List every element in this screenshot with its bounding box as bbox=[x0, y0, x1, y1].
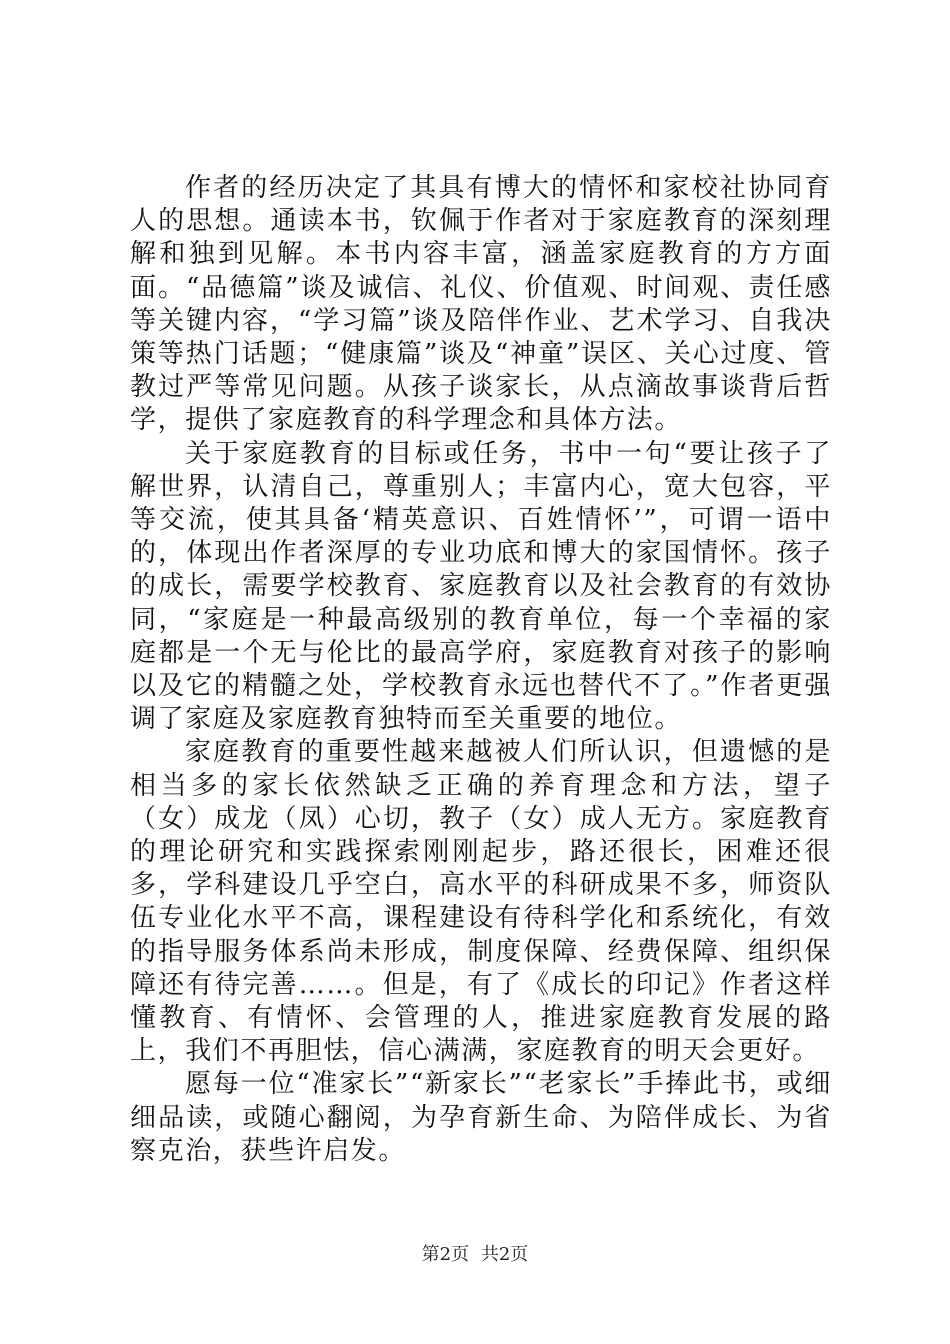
paragraph-4: 愿每一位“准家长”“新家长”“老家长”手捧此书，或细细品读，或随心翻阅，为孕育新生命、为陪伴成长、为省察克治，获些许启发。 bbox=[130, 1069, 832, 1166]
page-total: 共2页 bbox=[480, 1244, 529, 1265]
page-footer bbox=[0, 1243, 950, 1267]
page-number: 第2页 bbox=[421, 1244, 470, 1265]
paragraph-2: 关于家庭教育的目标或任务，书中一句“要让孩子了解世界，认清自己，尊重别人；丰富内心，宽大包容，平等交流，使其具备‘精英意识、百姓情怀’”，可谓一语中的，体现出作者深厚的专业功底和博大的家国情怀。孩子的成长，需要学校教育、家庭教育以及社会教育的有效协同，“家庭是一种最高级别的教育单位，每一个幸福的家庭都是一个无与伦比的最高学府，家庭教育对孩子的影响以及它的精髓之处，学校教育永远也替代不了。”作者更强调了家庭及家庭教育独特而至关重要的地位。 bbox=[130, 438, 832, 735]
paragraph-1: 作者的经历决定了其具有博大的情怀和家校社协同育人的思想。通读本书，钦佩于作者对于家庭教育的深刻理解和独到见解。本书内容丰富，涵盖家庭教育的方方面面。“品德篇”谈及诚信、礼仪、价值观、时间观、责任感等关键内容，“学习篇”谈及陪伴作业、艺术学习、自我决策等热门话题；“健康篇”谈及“神童”误区、关心过度、管教过严等常见问题。从孩子谈家长，从点滴故事谈背后哲学，提供了家庭教育的科学理念和具体方法。 bbox=[130, 173, 832, 436]
paragraph-3: 家庭教育的重要性越来越被人们所认识，但遗憾的是相当多的家长依然缺乏正确的养育理念和方法，望子（女）成龙（凤）心切，教子（女）成人无方。家庭教育的理论研究和实践探索刚刚起步，路还很长，困难还很多，学科建设几乎空白，高水平的科研成果不多，师资队伍专业化水平不高，课程建设有待科学化和系统化，有效的指导服务体系尚未形成，制度保障、经费保障、组织保障还有待完善……。但是，有了《成长的印记》作者这样懂教育、有情怀、会管理的人，推进家庭教育发展的路上，我们不再胆怯，信心满满，家庭教育的明天会更好。 bbox=[130, 737, 832, 1067]
document-body bbox=[130, 172, 832, 1168]
